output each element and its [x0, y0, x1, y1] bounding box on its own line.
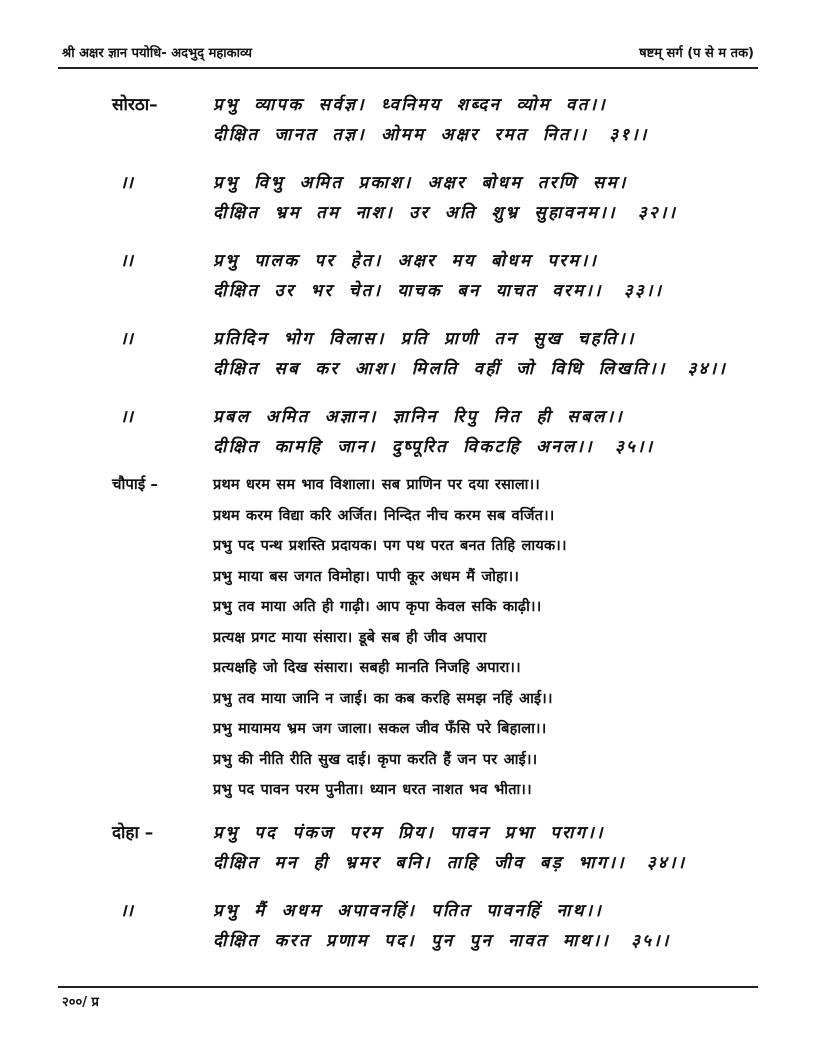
verse-line — [213, 278, 663, 301]
verse-line-text: दीक्षित उर भर चेत। याचक बन याचत वरम।। — [213, 281, 603, 301]
verse-line — [213, 356, 727, 379]
verse-line — [213, 850, 686, 873]
chaupai-line: प्रभु पद पन्थ प्रशस्ति प्रदायक। पग पथ परत बनत तिहि लायक।। — [213, 538, 567, 554]
header-chapter-title: षष्टम् सर्ग (प से म तक) — [639, 46, 754, 61]
page-header — [62, 40, 754, 64]
verse-number: ३५।। — [614, 437, 655, 457]
verse-line: प्रभु पद पंकज परम प्रिय। पावन प्रभा पराग।। — [213, 823, 605, 843]
verse-number: ३४।। — [687, 359, 727, 379]
verse-line: प्रभु विभु अमित प्रकाश। अक्षर बोधम तरणि सम। — [213, 173, 628, 193]
verse-label: दोहा – — [112, 823, 154, 843]
verse-line-text: दीक्षित मन ही भ्रमर बनि। ताहि जीव बड़ भाग।। — [213, 853, 626, 873]
verse-number: ३२।। — [637, 203, 678, 223]
chaupai-line: प्रभु पद पावन परम पुनीता। ध्यान धरत नाशत भव भीता।। — [213, 782, 532, 798]
verse-number: ३४।। — [646, 853, 687, 873]
verse-line — [213, 928, 670, 951]
chaupai-line: प्रभु माया बस जगत विमोहा। पापी कूर अधम मैं जोहा।। — [213, 569, 520, 585]
verse-line — [213, 122, 649, 145]
verse-label: ।। — [120, 173, 133, 193]
verse-line-text: दीक्षित सब कर आश। मिलति वहीं जो विधि लिखति।। — [213, 359, 667, 379]
verse-line: प्रतिदिन भोग विलास। प्रति प्राणी तन सुख चहति।। — [213, 329, 636, 349]
verse-label: ।। — [120, 329, 133, 349]
chaupai-line: प्रत्यक्ष प्रगट माया संसारा। डूबे सब ही जीव अपारा — [213, 630, 487, 646]
verse-number: ३१।। — [609, 125, 649, 145]
verse-line-text: दीक्षित करत प्रणाम पद। पुन पुन नावत माथ।। — [213, 931, 610, 951]
verse-line: प्रभु मैं अधम अपावनहिं। पतित पावनहिं नाथ।। — [213, 901, 603, 921]
verse-line — [213, 200, 677, 223]
chaupai-line: प्रभु तव माया जानि न जाई। का कब करहि समझ नहिं आई।। — [213, 691, 553, 707]
verse-line-text: दीक्षित कामहि जान। दुष्पूरित विकटहि अनल।। — [213, 437, 594, 457]
chaupai-line: प्रथम करम विद्या करि अर्जित। निन्दित नीच करम सब वर्जित।। — [213, 508, 555, 524]
verse-label: ।। — [120, 901, 133, 921]
verse-label: ।। — [120, 407, 133, 427]
verse-label: ।। — [120, 251, 133, 271]
chaupai-line: प्रभु की नीति रीति सुख दाई। कृपा करति हैं जन पर आई।। — [213, 752, 538, 768]
verse-line — [213, 434, 654, 457]
verse-number: ३३।। — [623, 281, 664, 301]
verse-line-text: दीक्षित भ्रम तम नाश। उर अति शुभ्र सुहावनम।। — [213, 203, 617, 223]
chaupai-line: प्रभु मायामय भ्रम जग जाला। सकल जीव फँसि परे बिहाला।। — [213, 721, 547, 737]
verse-line: प्रभु व्यापक सर्वज्ञ। ध्वनिमय शब्दन व्योम वत।। — [213, 95, 607, 115]
verse-line-text: दीक्षित जानत तज्ञ। ओमम अक्षर रमत नित।। — [213, 125, 589, 145]
chaupai-line: प्रत्यक्षहि जो दिख संसारा। सबही मानति निजहि अपारा।। — [213, 660, 521, 676]
page-number: २००/ प्र — [62, 995, 99, 1010]
chaupai-line: प्रभु तव माया अति ही गाढ़ी। आप कृपा केवल सकि काढ़ी।। — [213, 599, 542, 615]
verse-label: सोरठा– — [112, 95, 158, 115]
chaupai-label: चौपाई – — [112, 475, 158, 493]
verse-number: ३५।। — [631, 931, 671, 951]
header-rule — [58, 67, 758, 69]
verse-line: प्रबल अमित अज्ञान। ज्ञानिन रिपु नित ही सबल।। — [213, 407, 624, 427]
header-book-title: श्री अक्षर ज्ञान पयोधि- अदभुद् महाकाव्य — [62, 46, 252, 61]
footer-rule — [58, 986, 758, 988]
verse-line: प्रभु पालक पर हेत। अक्षर मय बोधम परम।। — [213, 251, 599, 271]
chaupai-line: प्रथम धरम सम भाव विशाला। सब प्राणिन पर दया रसाला।। — [213, 477, 541, 493]
